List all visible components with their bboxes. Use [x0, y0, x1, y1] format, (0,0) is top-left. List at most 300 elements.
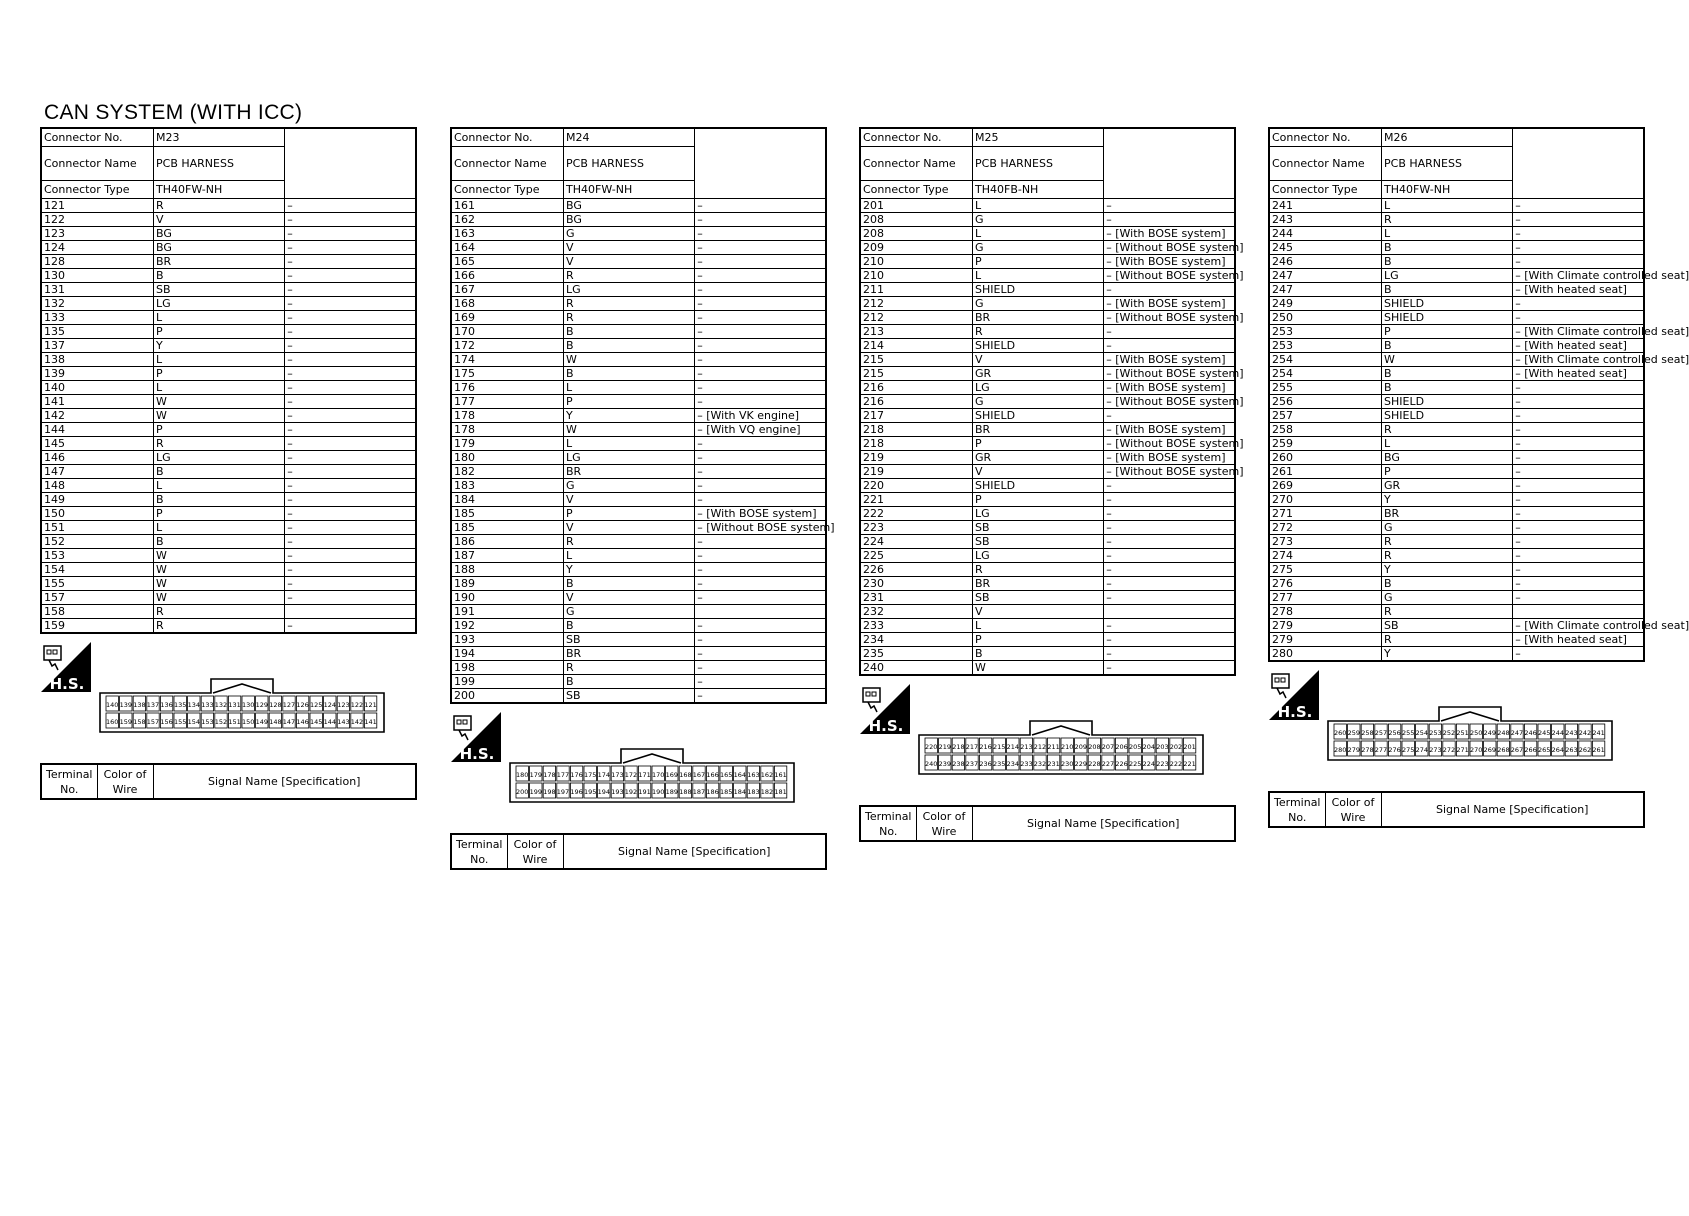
color-of-wire-header: Color of Wire [507, 834, 563, 869]
terminal-row [41, 605, 416, 619]
wire-color-cell: R [154, 605, 285, 619]
connector-type-value: TH40FW-NH [154, 181, 285, 199]
wire-color-cell: W [154, 577, 285, 591]
wire-color-cell: SB [1382, 619, 1513, 633]
connector-pin-number: 223 [1156, 760, 1169, 768]
connector-pin-number: 185 [719, 788, 733, 796]
connector-pin-number: 209 [1074, 743, 1088, 751]
signal-name-cell: – [With BOSE system] [1104, 423, 1235, 437]
terminal-row [860, 339, 1235, 353]
terminal-no-cell: 185 [451, 521, 564, 535]
wire-color-cell: B [564, 577, 695, 591]
wire-color-cell: R [564, 269, 695, 283]
terminal-no-cell: 158 [41, 605, 154, 619]
terminal-row [41, 507, 416, 521]
signal-name-cell: – [285, 549, 416, 563]
terminal-no-cell: 212 [860, 311, 973, 325]
wire-color-cell: SB [973, 521, 1104, 535]
terminal-no-cell: 199 [451, 675, 564, 689]
wire-color-cell: Y [154, 339, 285, 353]
terminal-row [860, 311, 1235, 325]
signal-name-cell: – [695, 535, 826, 549]
connector-pin-number: 235 [992, 760, 1006, 768]
terminal-no-cell: 170 [451, 325, 564, 339]
connector-pin-number: 221 [1183, 760, 1196, 768]
connector-pin-number: 249 [1483, 729, 1497, 737]
terminal-row [1269, 465, 1644, 479]
connector-pin-number: 172 [624, 771, 638, 779]
terminal-row [451, 591, 826, 605]
signal-name-cell: – [1513, 535, 1644, 549]
terminal-row [451, 563, 826, 577]
signal-name-cell: – [1513, 423, 1644, 437]
wire-color-cell: R [1382, 423, 1513, 437]
connector-name-label: Connector Name [860, 147, 973, 181]
signal-name-cell: – [1513, 507, 1644, 521]
connector-face [100, 678, 384, 733]
terminal-row [860, 353, 1235, 367]
terminal-row [41, 619, 416, 634]
signal-name-cell: – [695, 451, 826, 465]
terminal-no-cell: 128 [41, 255, 154, 269]
wire-color-cell: BG [154, 227, 285, 241]
connector-info-table [1268, 127, 1689, 662]
signal-name-cell: – [695, 675, 826, 689]
signal-name-cell: – [With BOSE system] [1104, 297, 1235, 311]
terminal-row [451, 241, 826, 255]
terminal-no-cell: 184 [451, 493, 564, 507]
connector-pin-number: 130 [241, 701, 255, 709]
connector-pin-number: 257 [1374, 729, 1388, 737]
terminal-row [1269, 381, 1644, 395]
signal-name-cell: – [1513, 647, 1644, 662]
wire-color-cell: B [564, 325, 695, 339]
terminal-row [41, 227, 416, 241]
terminal-row [1269, 395, 1644, 409]
wire-color-cell: R [1382, 605, 1513, 619]
signal-name-cell: – [1513, 451, 1644, 465]
terminal-row [860, 507, 1235, 521]
terminal-no-cell: 272 [1269, 521, 1382, 535]
terminal-row [41, 213, 416, 227]
signal-name-cell: – [695, 353, 826, 367]
terminal-row [860, 297, 1235, 311]
connector-pin-number: 150 [241, 718, 255, 726]
terminal-no-cell: 201 [860, 199, 973, 213]
connector-block-m26 [1268, 127, 1689, 828]
terminal-row [860, 577, 1235, 591]
terminal-no-cell: 217 [860, 409, 973, 423]
terminal-row [860, 367, 1235, 381]
connector-no-value: M26 [1382, 128, 1513, 147]
color-of-wire-header: Color of Wire [916, 806, 972, 841]
wire-color-cell: B [564, 339, 695, 353]
connector-pin-number: 275 [1401, 746, 1415, 754]
terminal-no-cell: 278 [1269, 605, 1382, 619]
connector-face [919, 720, 1203, 775]
connector-pin-number: 186 [706, 788, 719, 796]
connector-pin-number: 265 [1537, 746, 1551, 754]
signal-name-cell: – [With heated seat] [1513, 633, 1644, 647]
signal-name-cell: – [1104, 591, 1235, 605]
terminal-no-cell: 182 [451, 465, 564, 479]
terminal-no-cell: 188 [451, 563, 564, 577]
terminal-no-cell: 215 [860, 353, 973, 367]
terminal-no-cell: 280 [1269, 647, 1382, 662]
terminal-no-cell: 161 [451, 199, 564, 213]
signal-name-cell: – [1513, 227, 1644, 241]
terminal-no-cell: 270 [1269, 493, 1382, 507]
terminal-row [860, 437, 1235, 451]
terminal-row [41, 367, 416, 381]
connector-pin-number: 258 [1361, 729, 1374, 737]
terminal-no-cell: 162 [451, 213, 564, 227]
terminal-table [40, 763, 417, 800]
terminal-no-cell: 166 [451, 269, 564, 283]
signal-name-cell: – [1513, 409, 1644, 423]
terminal-no-cell: 187 [451, 549, 564, 563]
connector-no-value: M25 [973, 128, 1104, 147]
wire-color-cell: B [154, 465, 285, 479]
terminal-no-cell: 177 [451, 395, 564, 409]
signal-name-cell: – [1513, 213, 1644, 227]
signal-name-cell: – [1513, 563, 1644, 577]
terminal-no-cell: 176 [451, 381, 564, 395]
wire-color-cell: R [973, 563, 1104, 577]
terminal-no-cell: 224 [860, 535, 973, 549]
signal-name-cell: – [285, 311, 416, 325]
terminal-row [41, 241, 416, 255]
terminal-row [41, 437, 416, 451]
terminal-row [860, 535, 1235, 549]
wire-color-cell: BG [564, 213, 695, 227]
wire-color-cell: R [1382, 213, 1513, 227]
harness-side-icon [451, 712, 501, 762]
wire-color-cell: SHIELD [973, 409, 1104, 423]
terminal-no-cell: 215 [860, 367, 973, 381]
connector-pin-number: 177 [556, 771, 570, 779]
terminal-no-cell: 226 [860, 563, 973, 577]
signal-name-cell: – [285, 367, 416, 381]
terminal-no-cell: 145 [41, 437, 154, 451]
connector-pin-number: 156 [160, 718, 173, 726]
signal-name-cell: – [695, 311, 826, 325]
signal-name-cell: – [695, 493, 826, 507]
terminal-no-cell: 135 [41, 325, 154, 339]
terminal-no-cell: 220 [860, 479, 973, 493]
wire-color-cell: SHIELD [1382, 395, 1513, 409]
connector-pin-number: 274 [1415, 746, 1429, 754]
signal-name-cell: – [1104, 633, 1235, 647]
connector-pin-number: 242 [1578, 729, 1592, 737]
wire-color-cell: B [154, 535, 285, 549]
signal-name-cell: – [With BOSE system] [1104, 255, 1235, 269]
signal-name-cell: – [Without BOSE system] [1104, 465, 1235, 479]
signal-name-cell: – [With BOSE system] [1104, 381, 1235, 395]
connector-pin-number: 213 [1020, 743, 1033, 751]
wire-color-cell: LG [564, 451, 695, 465]
terminal-no-cell: 221 [860, 493, 973, 507]
terminal-row [1269, 647, 1644, 662]
terminal-no-cell: 212 [860, 297, 973, 311]
signal-name-cell: – [1513, 297, 1644, 311]
terminal-no-cell: 243 [1269, 213, 1382, 227]
wire-color-cell: P [973, 633, 1104, 647]
connector-pin-number: 137 [146, 701, 160, 709]
signal-name-cell: – [695, 465, 826, 479]
terminal-no-cell: 168 [451, 297, 564, 311]
signal-name-cell: – [695, 647, 826, 661]
connector-pin-number: 196 [570, 788, 583, 796]
connector-pin-number: 151 [228, 718, 241, 726]
terminal-no-cell: 169 [451, 311, 564, 325]
connector-pin-number: 168 [679, 771, 692, 779]
terminal-row [860, 381, 1235, 395]
terminal-no-cell: 219 [860, 451, 973, 465]
terminal-no-cell: 189 [451, 577, 564, 591]
connector-pin-number: 153 [201, 718, 214, 726]
hs-badge-text: H.S. [868, 717, 904, 735]
wire-color-cell: V [154, 213, 285, 227]
wire-color-cell: P [154, 325, 285, 339]
signal-name-cell: – [With VQ engine] [695, 423, 826, 437]
terminal-row [451, 521, 826, 535]
terminal-row [41, 395, 416, 409]
connector-pin-number: 128 [269, 701, 282, 709]
wire-color-cell: GR [1382, 479, 1513, 493]
signal-name-cell: – [1513, 437, 1644, 451]
connector-pin-number: 208 [1088, 743, 1101, 751]
color-of-wire-header: Color of Wire [97, 764, 153, 799]
signal-name-cell: – [285, 241, 416, 255]
wire-color-cell: GR [973, 451, 1104, 465]
signal-name-cell: – [Without BOSE system] [695, 521, 826, 535]
wire-color-cell: P [564, 507, 695, 521]
connector-pin-number: 197 [556, 788, 570, 796]
wire-color-cell: V [973, 605, 1104, 619]
terminal-no-cell: 233 [860, 619, 973, 633]
terminal-no-cell: 225 [860, 549, 973, 563]
connector-pin-number: 245 [1537, 729, 1551, 737]
signal-name-cell: – [1513, 465, 1644, 479]
connector-pin-number: 160 [105, 718, 119, 726]
terminal-table [1268, 791, 1645, 828]
wire-color-cell: P [973, 255, 1104, 269]
terminal-no-cell: 146 [41, 451, 154, 465]
terminal-no-cell: 279 [1269, 633, 1382, 647]
wire-color-cell: W [973, 661, 1104, 676]
signal-name-cell: – [With Climate controlled seat] [1513, 325, 1644, 339]
terminal-row [1269, 311, 1644, 325]
terminal-no-cell: 148 [41, 479, 154, 493]
terminal-row [41, 479, 416, 493]
wire-color-cell: L [1382, 227, 1513, 241]
wire-color-cell: L [1382, 199, 1513, 213]
signal-name-header: Signal Name [Specification] [153, 764, 416, 799]
terminal-no-cell: 269 [1269, 479, 1382, 493]
terminal-no-cell: 121 [41, 199, 154, 213]
terminal-row [451, 311, 826, 325]
connector-pin-number: 234 [1006, 760, 1020, 768]
terminal-no-cell: 210 [860, 269, 973, 283]
connector-pin-number: 253 [1429, 729, 1442, 737]
wire-color-cell: L [564, 381, 695, 395]
signal-name-cell: – [With VK engine] [695, 409, 826, 423]
signal-name-cell: – [285, 227, 416, 241]
terminal-row [1269, 577, 1644, 591]
wire-color-cell: B [564, 367, 695, 381]
connector-diagram [40, 634, 417, 763]
terminal-row [451, 325, 826, 339]
terminal-row [1269, 535, 1644, 549]
connector-name-value: PCB HARNESS [1382, 147, 1513, 181]
signal-name-cell: – [695, 297, 826, 311]
connector-pin-number: 122 [350, 701, 364, 709]
terminal-no-cell: 178 [451, 423, 564, 437]
wire-color-cell: P [1382, 465, 1513, 479]
wire-color-cell: G [564, 479, 695, 493]
connector-pin-number: 219 [938, 743, 952, 751]
wire-color-cell: Y [564, 409, 695, 423]
signal-name-cell: – [695, 269, 826, 283]
terminal-no-cell: 277 [1269, 591, 1382, 605]
terminal-row [1269, 325, 1644, 339]
wire-color-cell: SB [973, 591, 1104, 605]
terminal-row [1269, 591, 1644, 605]
terminal-no-cell: 247 [1269, 283, 1382, 297]
connector-pin-number: 129 [255, 701, 269, 709]
signal-name-cell: – [1513, 255, 1644, 269]
terminal-row [451, 535, 826, 549]
terminal-no-cell: 261 [1269, 465, 1382, 479]
signal-name-cell: – [285, 493, 416, 507]
signal-name-cell: – [695, 633, 826, 647]
connector-pin-number: 125 [309, 701, 323, 709]
terminal-row [451, 409, 826, 423]
connector-pin-number: 244 [1551, 729, 1565, 737]
terminal-row [860, 213, 1235, 227]
wire-color-cell: W [154, 409, 285, 423]
wire-color-cell: BR [154, 255, 285, 269]
wire-color-cell: P [564, 395, 695, 409]
terminal-no-cell: 216 [860, 395, 973, 409]
connector-pin-number: 133 [201, 701, 214, 709]
connector-pin-number: 230 [1060, 760, 1074, 768]
signal-name-cell: – [695, 437, 826, 451]
terminal-row [451, 689, 826, 704]
terminal-row [41, 199, 416, 213]
terminal-no-cell: 260 [1269, 451, 1382, 465]
connector-pin-number: 267 [1510, 746, 1524, 754]
terminal-row [860, 465, 1235, 479]
connector-type-label: Connector Type [860, 181, 973, 199]
signal-name-cell: – [285, 479, 416, 493]
connector-latch [623, 754, 681, 763]
connector-pin-number: 199 [529, 788, 543, 796]
terminal-row [41, 297, 416, 311]
terminal-no-cell: 232 [860, 605, 973, 619]
wire-color-cell: R [564, 661, 695, 675]
connector-pin-number: 237 [965, 760, 979, 768]
wire-color-cell: LG [973, 549, 1104, 563]
terminal-row [451, 577, 826, 591]
connector-pin-number: 158 [133, 718, 146, 726]
signal-name-cell: – [695, 577, 826, 591]
connector-pin-number: 135 [173, 701, 187, 709]
wire-color-cell: V [973, 353, 1104, 367]
connector-pin-number: 174 [597, 771, 611, 779]
signal-name-cell: – [1104, 535, 1235, 549]
connector-pin-number: 162 [760, 771, 774, 779]
connector-pin-number: 243 [1565, 729, 1578, 737]
terminal-no-cell: 124 [41, 241, 154, 255]
connector-pin-number: 170 [651, 771, 665, 779]
wire-color-cell: B [564, 619, 695, 633]
terminal-no-cell: 149 [41, 493, 154, 507]
terminal-row [1269, 563, 1644, 577]
terminal-no-cell: 151 [41, 521, 154, 535]
connector-pin-number: 167 [692, 771, 706, 779]
signal-name-cell: – [1104, 213, 1235, 227]
signal-name-cell: – [695, 395, 826, 409]
terminal-no-cell: 186 [451, 535, 564, 549]
connector-no-label: Connector No. [1269, 128, 1382, 147]
terminal-no-cell: 131 [41, 283, 154, 297]
signal-name-cell: – [695, 213, 826, 227]
terminal-no-cell: 213 [860, 325, 973, 339]
terminal-no-cell: 275 [1269, 563, 1382, 577]
connector-pin-number: 248 [1497, 729, 1510, 737]
connector-pin-number: 260 [1333, 729, 1347, 737]
terminal-row [451, 367, 826, 381]
terminal-row [860, 241, 1235, 255]
terminal-row [1269, 227, 1644, 241]
connector-pin-number: 141 [364, 718, 377, 726]
signal-name-cell: – [695, 367, 826, 381]
terminal-row [451, 213, 826, 227]
terminal-no-cell: 257 [1269, 409, 1382, 423]
terminal-row [860, 451, 1235, 465]
signal-name-cell [1513, 605, 1644, 619]
signal-name-cell: – [1513, 493, 1644, 507]
wire-color-cell: BG [1382, 451, 1513, 465]
terminal-no-cell: 167 [451, 283, 564, 297]
terminal-no-cell: 150 [41, 507, 154, 521]
wire-color-cell: SHIELD [1382, 409, 1513, 423]
terminal-row [1269, 549, 1644, 563]
connector-pin-number: 268 [1497, 746, 1510, 754]
connector-pin-number: 164 [733, 771, 747, 779]
wire-color-cell: G [973, 241, 1104, 255]
connector-pin-number: 163 [747, 771, 760, 779]
terminal-no-cell: 142 [41, 409, 154, 423]
terminal-row [1269, 241, 1644, 255]
wire-color-cell: V [564, 591, 695, 605]
connector-pin-number: 218 [952, 743, 965, 751]
terminal-row [451, 395, 826, 409]
connector-no-value: M24 [564, 128, 695, 147]
signal-name-cell: – [285, 395, 416, 409]
signal-name-cell: – [285, 507, 416, 521]
signal-name-cell: – [285, 339, 416, 353]
terminal-no-cell: 256 [1269, 395, 1382, 409]
signal-name-cell [1104, 605, 1235, 619]
connector-pin-number: 178 [543, 771, 556, 779]
connector-pin-number: 140 [105, 701, 119, 709]
connector-type-label: Connector Type [41, 181, 154, 199]
wire-color-cell: B [973, 647, 1104, 661]
signal-name-cell: – [695, 283, 826, 297]
